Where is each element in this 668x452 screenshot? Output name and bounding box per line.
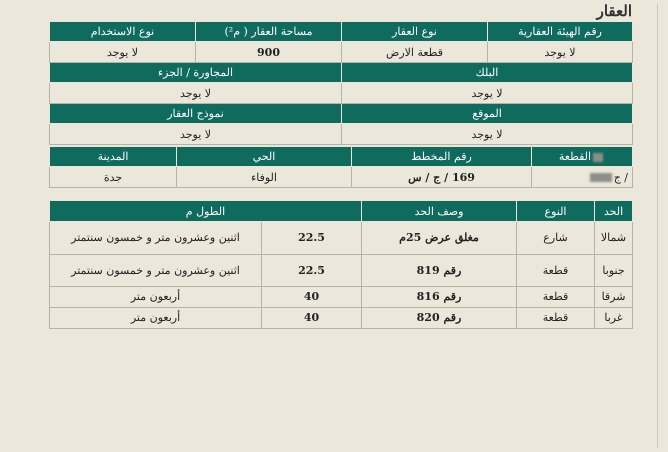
boundary-type: قطعة — [517, 255, 595, 287]
redaction-mark — [590, 173, 612, 182]
scrollbar[interactable] — [657, 4, 664, 448]
plan-table — [49, 146, 633, 188]
location-header: الموقع — [342, 104, 633, 124]
boundary-description: مغلق عرض 25م — [362, 222, 517, 255]
length-header: الطول م — [50, 201, 362, 222]
boundary-length-text: أربعون متر — [50, 308, 262, 329]
boundary-description: رقم 820 — [362, 308, 517, 329]
boundary-type: قطعة — [517, 308, 595, 329]
property-area-header: مساحة العقار ( م²) — [196, 22, 342, 42]
city-header: المدينة — [50, 147, 177, 167]
property-type-value: قطعة الارض — [342, 42, 488, 63]
piece-value: / ج — [532, 167, 633, 188]
boundary-length-text: أربعون متر — [50, 287, 262, 308]
property-model-header: نموذج العقار — [50, 104, 342, 124]
district-header: الحي — [177, 147, 352, 167]
property-area-value: 900 — [196, 42, 342, 63]
block-header: البلك — [342, 63, 633, 83]
property-registry-value: لا يوجد — [488, 42, 633, 63]
plan-number-value: 169 / ج / س — [352, 167, 532, 188]
boundary-length-text: اثنين وعشرون متر و خمسون سنتمتر — [50, 255, 262, 287]
location-value: لا يوجد — [342, 124, 633, 145]
adjacency-value: لا يوجد — [50, 83, 342, 104]
city-value: جدة — [50, 167, 177, 188]
redaction-mark — [593, 153, 603, 162]
adjacency-header: المجاورة / الجزء — [50, 63, 342, 83]
boundary-length-text: اثنين وعشرون متر و خمسون سنتمتر — [50, 222, 262, 255]
boundary-description: رقم 819 — [362, 255, 517, 287]
type-header: النوع — [517, 201, 595, 222]
boundary-type: شارع — [517, 222, 595, 255]
boundary-side: شمالا — [595, 222, 633, 255]
boundary-length: 22.5 — [262, 222, 362, 255]
property-model-value: لا يوجد — [50, 124, 342, 145]
piece-header: القطعة — [532, 147, 633, 167]
usage-type-value: لا يوجد — [50, 42, 196, 63]
plan-number-header: رقم المخطط — [352, 147, 532, 167]
description-header: وصف الحد — [362, 201, 517, 222]
boundary-type: قطعة — [517, 287, 595, 308]
district-value: الوفاء — [177, 167, 352, 188]
side-header: الحد — [595, 201, 633, 222]
property-type-header: نوع العقار — [342, 22, 488, 42]
boundary-length: 40 — [262, 308, 362, 329]
boundary-side: غربا — [595, 308, 633, 329]
boundary-side: شرقا — [595, 287, 633, 308]
boundary-side: جنوبا — [595, 255, 633, 287]
page-title: العقار — [596, 2, 632, 20]
usage-type-header: نوع الاستخدام — [50, 22, 196, 42]
block-value: لا يوجد — [342, 83, 633, 104]
property-registry-header: رقم الهيئة العقارية — [488, 22, 633, 42]
boundaries-table — [49, 200, 633, 329]
boundary-length: 40 — [262, 287, 362, 308]
property-table — [49, 21, 633, 145]
boundary-description: رقم 816 — [362, 287, 517, 308]
boundary-length: 22.5 — [262, 255, 362, 287]
